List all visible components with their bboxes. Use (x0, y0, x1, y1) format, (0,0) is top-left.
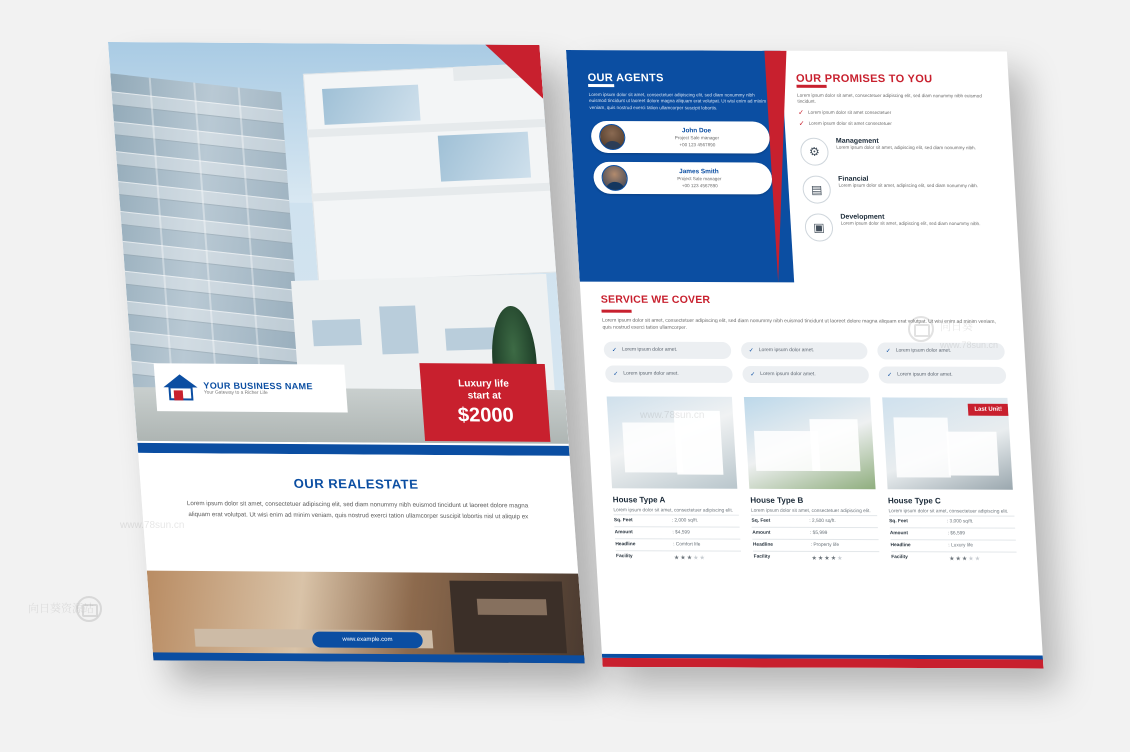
gear-icon: ⚙ (800, 138, 830, 166)
house-listings (586, 382, 1038, 566)
house-desc: Lorem ipsum dolor sit amet, consectetuer adipiscing elit. (888, 508, 1009, 515)
house-card[interactable] (607, 396, 743, 565)
check-icon: ✓ (611, 347, 618, 354)
service-item-label: Lorem ipsum dolor amet. (895, 347, 952, 354)
spec-label: Amount (614, 530, 634, 536)
price-badge (419, 363, 550, 442)
red-corner-accent (485, 45, 543, 99)
realestate-paragraph: Lorem ipsum dolor sit amet, consectetuer adipiscing elit, sed diam nonummy nibh euismod tincidunt ut laoreet dolore magna aliquam erat volutpat. Ut wisi enim ad minim veniam, quis nostrud exerci tation ullamcorper suscipit lobortis nisl ut aliquip ex (186, 500, 529, 521)
check-icon: ✓ (886, 371, 893, 378)
house-spec-row (891, 551, 1017, 565)
house-rating: ★★★★★ (949, 556, 982, 563)
service-item-label: Lorem ipsum dolor amet. (758, 347, 815, 354)
agent-card[interactable] (590, 121, 770, 154)
business-tagline: Your Gateway to a Richer Life (203, 390, 268, 396)
logo-card (154, 363, 348, 412)
spec-label: Sq. Feet (889, 519, 909, 525)
house-card[interactable] (882, 397, 1018, 566)
service-item[interactable] (877, 342, 1005, 359)
check-icon: ✓ (885, 348, 891, 355)
house-photo (882, 397, 1013, 489)
watermark-text: 向日葵资源站 (28, 603, 94, 615)
spec-label: Headline (890, 543, 911, 549)
agents-title-rule (588, 84, 614, 87)
promise-item-development (804, 214, 998, 243)
promise-item-title: Management (835, 138, 879, 146)
agents-intro: Lorem ipsum dolor sit amet, consectetuer adipiscing elit, sed diam nonummy nibh euismod tincidunt ut laoreet dolore magna aliquam erat volutpat. Ut wisi enim ad minim veniam, quis nostrud exerci tation ullamcorper suscipit lobortis. (588, 91, 767, 111)
avatar (598, 124, 626, 150)
promise-item-title: Financial (837, 175, 869, 184)
house-desc: Lorem ipsum dolor sit amet, consectetuer adipiscing elit. (750, 508, 871, 514)
promises-title-rule (796, 85, 826, 88)
service-item-label: Lorem ipsum dolor amet. (897, 371, 953, 378)
house-name: House Type C (887, 495, 942, 505)
agent-phone: +00 123 4567890 (681, 182, 718, 189)
service-item[interactable] (603, 341, 731, 358)
check-icon: ✓ (613, 371, 619, 378)
service-intro: Lorem ipsum dolor sit amet, consectetuer adipiscing elit, sed diam nonummy nibh euismod tincidunt ut laoreet dolore magna aliquam erat volutpat. Ut wisi enim ad minim veniam, quis nostrud exerci tation ullamcorper. (601, 317, 997, 331)
house-rating: ★★★★★ (673, 555, 707, 562)
website-url[interactable]: www.example.com (312, 632, 424, 649)
avatar (601, 165, 629, 191)
check-icon: ✓ (750, 371, 756, 378)
service-item-label: Lorem ipsum dolor amet. (760, 371, 816, 378)
house-card[interactable] (744, 396, 880, 565)
agent-role: Project Sale manager (677, 176, 722, 182)
house-photo (607, 396, 738, 488)
house-name: House Type A (612, 494, 666, 504)
spec-value: : 2,000 sq/ft. (671, 518, 699, 524)
service-item[interactable] (742, 365, 870, 382)
promise-item-management (800, 138, 994, 167)
kitchen-photo (147, 571, 585, 664)
building-icon: ▣ (804, 214, 834, 242)
price-badge-price: $2000 (457, 403, 515, 427)
brochure-page-inside (566, 50, 1044, 668)
last-unit-badge: Last Unit! (968, 403, 1008, 415)
spec-label: Sq. Feet (613, 518, 633, 524)
agents-section (566, 50, 794, 282)
house-spec-row (751, 515, 877, 527)
spec-label: Amount (752, 530, 771, 536)
house-spec-row (889, 515, 1015, 527)
house-desc: Lorem ipsum dolor sit amet, consectetuer adipiscing elit. (613, 507, 734, 514)
check-icon: ✓ (798, 120, 805, 128)
service-item-label: Lorem ipsum dolor amet. (621, 346, 678, 353)
house-spec-row (614, 514, 740, 526)
house-name: House Type B (750, 495, 804, 505)
house-spec-row (616, 550, 742, 564)
agent-name: James Smith (678, 168, 719, 176)
spec-label: Facility (753, 554, 771, 560)
agent-name: John Doe (681, 127, 712, 135)
spec-value: : 3,000 sq/ft. (946, 519, 974, 525)
service-title: SERVICE WE COVER (600, 293, 711, 307)
promise-check (799, 121, 992, 129)
service-item[interactable] (879, 366, 1007, 383)
promise-item-text: Lorem ipsum dolor sit amet, adipiscing elit, sed diam nonummy nibh. (840, 220, 981, 227)
house-logo-icon (162, 372, 198, 402)
spec-label: Headline (615, 542, 636, 548)
service-item[interactable] (605, 365, 733, 382)
agent-phone: +00 123 4567890 (679, 142, 716, 148)
house-rating: ★★★★★ (811, 556, 844, 563)
promise-item-text: Lorem ipsum dolor sit amet, adipiscing elit, sed diam nonummy nibh. (838, 182, 979, 189)
house-spec-row (752, 527, 878, 539)
spec-value: : 2,500 sq/ft. (809, 519, 836, 525)
promise-check-text: Lorem ipsum dolor sit amet consectetuer (808, 120, 892, 127)
realestate-section (138, 453, 578, 576)
house-spec-row (890, 527, 1016, 539)
promises-intro: Lorem ipsum dolor sit amet, consectetuer adipiscing elit, sed diam nonummy nibh euismod tincidunt. (796, 92, 982, 105)
house-spec-row (614, 526, 740, 538)
spec-label: Facility (615, 554, 633, 560)
price-badge-line2: start at (467, 389, 502, 402)
spec-label: Amount (889, 531, 909, 537)
spec-value: : $5,999 (809, 531, 828, 537)
promises-section (794, 51, 1020, 283)
promise-item-text: Lorem ipsum dolor sit amet, adipiscing elit, sed diam nonummy nibh. (836, 145, 977, 151)
price-badge-line1: Luxury life (457, 377, 510, 390)
house-spec-row (890, 539, 1016, 551)
spec-value: : $4,599 (672, 530, 691, 536)
agent-role: Project Sale manager (674, 135, 720, 141)
footer-red-bar (602, 658, 1043, 669)
agents-title: OUR AGENTS (587, 72, 665, 85)
service-item[interactable] (740, 342, 868, 359)
promise-item-title: Development (840, 213, 885, 222)
promise-check-text: Lorem ipsum dolor sit amet consectetuer (807, 110, 892, 116)
money-icon: ▤ (802, 176, 832, 204)
realestate-title: OUR REALESTATE (293, 475, 419, 492)
spec-label: Sq. Feet (751, 518, 771, 524)
spec-label: Facility (891, 555, 909, 561)
watermark-logo-icon (76, 596, 102, 622)
service-section (580, 282, 1027, 384)
house-spec-row (753, 551, 879, 565)
brochure-page-front (108, 42, 585, 663)
check-icon: ✓ (797, 109, 805, 117)
promises-title: OUR PROMISES TO YOU (795, 72, 933, 86)
check-icon: ✓ (748, 347, 755, 354)
house-spec-row (753, 539, 879, 551)
promise-check (798, 110, 991, 118)
spec-label: Headline (752, 542, 774, 548)
spec-value: : Property life (810, 543, 840, 549)
business-name: YOUR BUSINESS NAME (203, 380, 314, 391)
spec-value: : $6,599 (947, 531, 966, 537)
footer-blue-bar (153, 652, 585, 663)
house-spec-row (615, 538, 741, 550)
service-item-label: Lorem ipsum dolor amet. (623, 370, 679, 377)
agent-card[interactable] (593, 162, 773, 195)
spec-value: : Luxury life (948, 543, 974, 549)
house-photo (744, 396, 875, 488)
promise-item-financial (802, 176, 996, 205)
spec-value: : Comfort life (673, 542, 701, 548)
